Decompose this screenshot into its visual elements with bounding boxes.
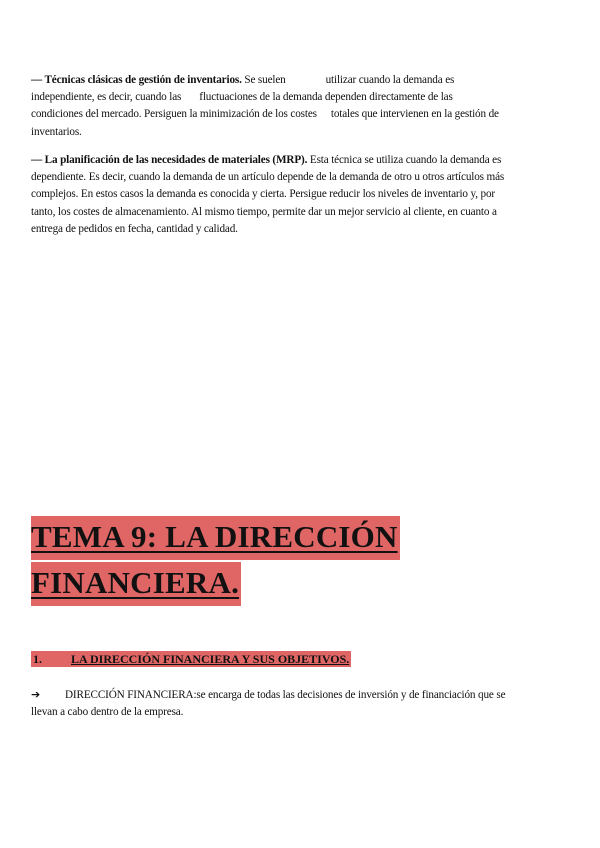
paragraph-line [31, 89, 563, 106]
paragraph-inventory-techniques [31, 72, 563, 141]
paragraph-line [31, 72, 563, 89]
text-fragment: fluctuaciones de la demanda dependen directamente de las [199, 91, 453, 104]
text-fragment: utilizar cuando la demanda es [325, 74, 455, 86]
text-fragment: condiciones del mercado. Persiguen la minimización de los costes [31, 108, 317, 121]
paragraph-mrp [31, 152, 563, 238]
section-title: LA DIRECCIÓN FINANCIERA Y SUS OBJETIVOS. [71, 652, 350, 666]
text-fragment: Esta técnica se utiliza cuando la demanda es [309, 154, 502, 166]
definition-block [31, 686, 563, 721]
paragraph-line [31, 106, 563, 123]
text-fragment: Se suelen [244, 74, 286, 86]
chapter-title-line: FINANCIERA. [31, 562, 241, 606]
chapter-title-line: TEMA 9: LA DIRECCIÓN [31, 516, 400, 560]
paragraph-line: dependiente. Es decir, cuando la demanda de un artículo depende de la demanda de otro u otros artículos más [31, 171, 505, 184]
paragraph-line: inventarios. [31, 125, 82, 138]
paragraph-line: complejos. En estos casos la demanda es conocida y cierta. Persigue reducir los niveles de inventario y, por [31, 188, 495, 201]
text-fragment: totales que intervienen en la gestión de [330, 108, 499, 121]
section-number: 1. [31, 651, 69, 667]
paragraph-line: tanto, los costes de almacenamiento. Al mismo tiempo, permite dar un mejor servicio al cliente, en cuanto a [31, 205, 497, 218]
paragraph-line [31, 152, 563, 169]
definition-line: llevan a cabo dentro de la empresa. [31, 706, 184, 719]
arrow-right-icon: ➔ [31, 688, 41, 701]
paragraph-line: entrega de pedidos en fecha, cantidad y calidad. [31, 222, 238, 235]
definition-text: DIRECCIÓN FINANCIERA:se encarga de todas las decisiones de inversión y de financiación que se [65, 689, 506, 701]
paragraph-heading: — Técnicas clásicas de gestión de inventarios. [31, 74, 242, 86]
paragraph-heading: — La planificación de las necesidades de materiales (MRP). [31, 154, 308, 166]
definition-line [31, 686, 563, 704]
section-heading [31, 652, 351, 667]
chapter-title [31, 516, 400, 608]
text-fragment: independiente, es decir, cuando las [31, 91, 182, 104]
